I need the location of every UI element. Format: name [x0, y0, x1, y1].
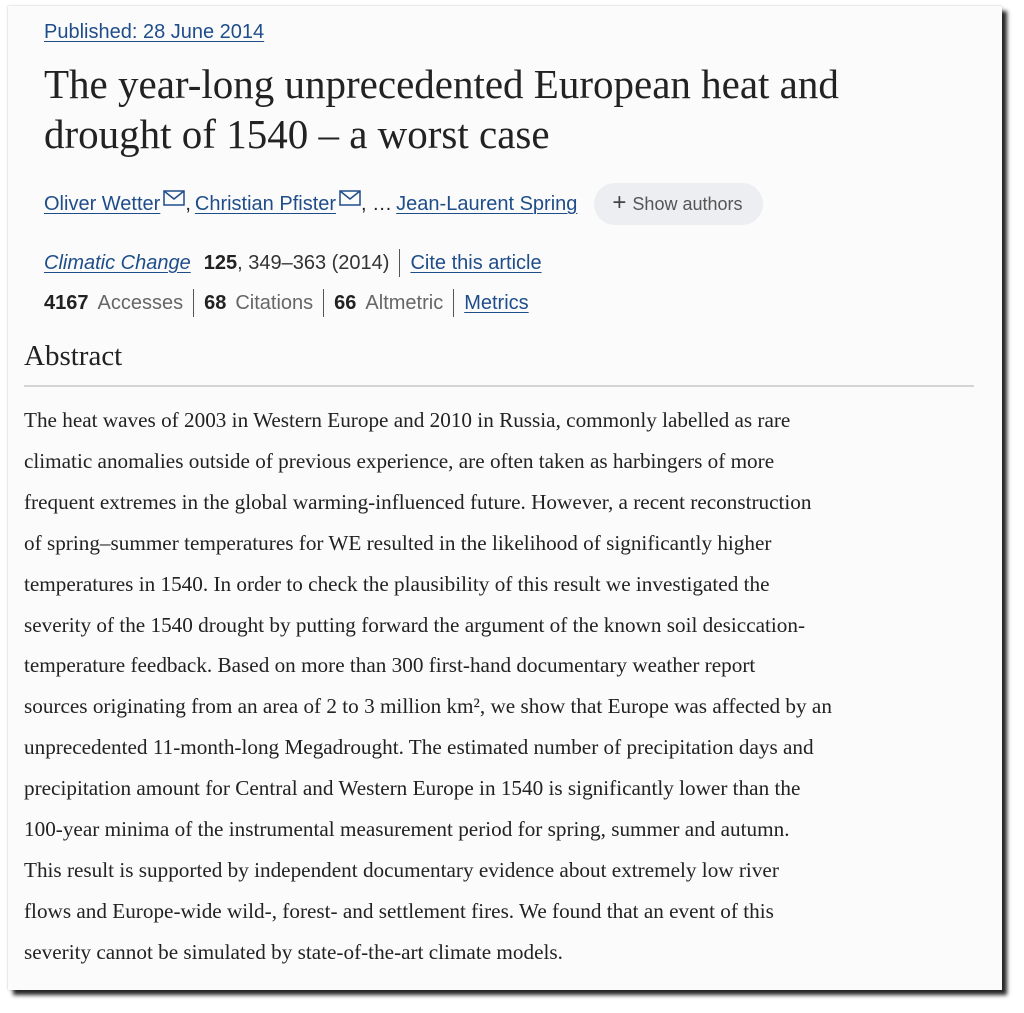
abstract-line: This result is supported by independent documentary evidence about extremely low river	[24, 857, 779, 882]
article-card	[8, 6, 1002, 990]
abstract-line: precipitation amount for Central and Western Europe in 1540 is significantly lower than the	[24, 776, 801, 801]
abstract-line: temperatures in 1540. In order to check the plausibility of this result we investigated the	[24, 571, 770, 596]
journal-volume: 125	[203, 251, 238, 274]
divider	[399, 249, 400, 277]
abstract-line: unprecedented 11-month-long Megadrought. The estimated number of precipitation days and	[24, 735, 814, 760]
altmetric-label: Altmetric	[365, 291, 444, 314]
abstract-line: severity cannot be simulated by state-of-the-art climate models.	[24, 939, 563, 964]
metrics-link[interactable]: Metrics	[464, 291, 529, 314]
abstract-line: The heat waves of 2003 in Western Europe and 2010 in Russia, commonly labelled as rare	[24, 408, 791, 432]
abstract-line: frequent extremes in the global warming-influenced future. However, a recent reconstruction	[24, 489, 812, 514]
divider	[453, 289, 454, 317]
journal-citation	[44, 247, 542, 279]
citations-label: Citations	[235, 291, 314, 314]
accesses-count: 4167	[44, 291, 89, 314]
abstract-line: flows and Europe-wide wild-, forest- and settlement fires. We found that an event of this	[24, 898, 774, 923]
author-link-pfister[interactable]: Christian Pfister	[194, 192, 337, 215]
published-date-link[interactable]: Published: 28 June 2014	[44, 21, 265, 43]
journal-link[interactable]: Climatic Change	[44, 251, 191, 274]
author-separator: , …	[361, 192, 393, 215]
abstract-line: of spring–summer temperatures for WE resulted in the likelihood of significantly higher	[24, 530, 772, 555]
mail-icon[interactable]	[339, 190, 361, 206]
metrics-bar	[44, 287, 529, 319]
altmetric-score: 66	[334, 291, 357, 314]
section-divider	[24, 385, 974, 387]
author-list	[44, 184, 763, 224]
mail-icon[interactable]	[163, 190, 185, 206]
divider	[193, 289, 194, 317]
divider	[323, 289, 324, 317]
cite-article-link[interactable]: Cite this article	[410, 251, 542, 274]
plus-icon: +	[612, 189, 627, 216]
citations-count: 68	[204, 291, 227, 314]
abstract-line: severity of the 1540 drought by putting forward the argument of the known soil desiccation-	[24, 612, 806, 637]
show-authors-label: Show authors	[632, 193, 743, 214]
abstract-heading: Abstract	[24, 340, 123, 372]
abstract-line: sources originating from an area of 2 to 3 million km², we show that Europe was affected by an	[24, 694, 832, 719]
abstract-line: 100-year minima of the instrumental measurement period for spring, summer and autumn.	[24, 817, 790, 842]
article-title: The year-long unprecedented European heat and drought of 1540 – a worst case	[44, 61, 839, 157]
accesses-label: Accesses	[97, 291, 184, 314]
author-link-spring[interactable]: Jean-Laurent Spring	[396, 192, 578, 215]
article-header	[8, 6, 1002, 990]
author-link-wetter[interactable]: Oliver Wetter	[44, 192, 161, 215]
journal-pages-year: , 349–363 (2014)	[237, 251, 390, 274]
show-authors-button[interactable]	[594, 183, 762, 225]
abstract-line: climatic anomalies outside of previous experience, are often taken as harbingers of more	[24, 448, 775, 473]
abstract-line: temperature feedback. Based on more than 300 first-hand documentary weather report	[24, 653, 756, 678]
abstract-text	[24, 400, 976, 973]
author-separator: ,	[185, 192, 191, 215]
